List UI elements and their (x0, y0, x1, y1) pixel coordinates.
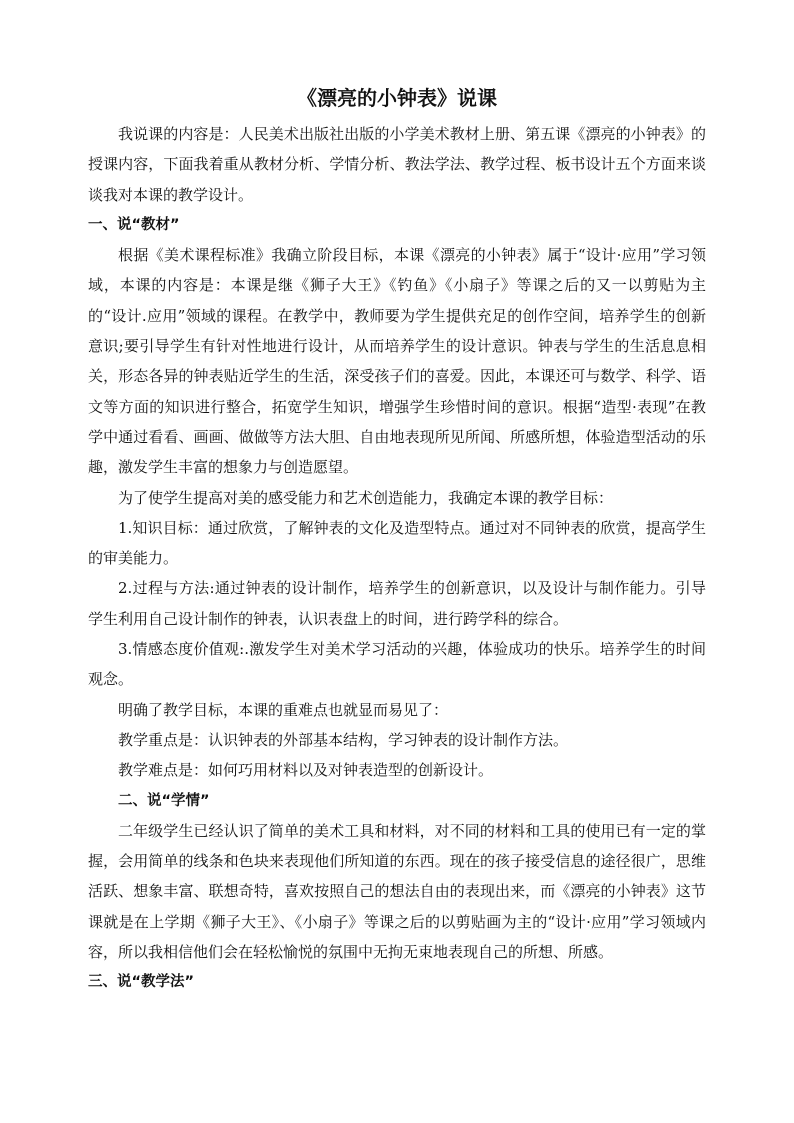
document-body (88, 119, 706, 998)
section-heading-textbook: 一、说“教材” (88, 216, 180, 233)
paragraph-key-point: 教学重点是：认识钟表的外部基本结构，学习钟表的设计制作方法。 (118, 730, 569, 749)
paragraph-difficulty: 教学难点是：如何巧用材料以及对钟表造型的创新设计。 (118, 761, 494, 780)
paragraph-goal-process: 2.过程与方法:通过钟表的设计制作，培养学生的创新意识，以及设计与制作能力。引导学生利用自己设计制作的钟表，认识表盘上的时间，进行跨学科的综合。 (88, 579, 706, 628)
paragraph-goals-intro: 为了使学生提高对美的感受能力和艺术创造能力，我确定本课的教学目标： (118, 488, 614, 507)
paragraph-goal-emotion: 3.情感态度价值观:.激发学生对美术学习活动的兴趣，体验成功的快乐。培养学生的时间观念。 (88, 640, 706, 689)
section-heading-students: 二、说“学情” (118, 792, 210, 809)
paragraph-key-points-intro: 明确了教学目标，本课的重难点也就显而易见了： (118, 700, 449, 719)
paragraph-textbook-analysis: 根据《美术课程标准》我确立阶段目标，本课《漂亮的小钟表》属于“设计·应用”学习领域，本课的内容是：本课是继《狮子大王》《钓鱼》《小扇子》等课之后的又一以剪贴为主的“设计.应用”领域的课程。在教学中，教师要为学生提供充足的创作空间，培养学生的创新意识;要引导学生有针对性地进行设计，从而培养学生的设计意识。钟表与学生的生活息息相关，形态各异的钟表贴近学生的生活，深受孩子们的喜爱。因此，本课还可与数学、科学、语文等方面的知识进行整合，拓宽学生知识，增强学生珍惜时间的意识。根据“造型·表现”在教学中通过看看、画画、做做等方法大胆、自由地表现所见所闻、所感所想，体验造型活动的乐趣，激发学生丰富的想象力与创造愿望。 (88, 246, 706, 477)
document-title: 《漂亮的小钟表》说课 (297, 86, 497, 110)
section-heading-methods: 三、说“教学法” (88, 974, 195, 991)
paragraph-intro: 我说课的内容是：人民美术出版社出版的小学美术教材上册、第五课《漂亮的小钟表》的授课内容，下面我着重从教材分析、学情分析、教法学法、教学过程、板书设计五个方面来谈谈我对本课的教学设计。 (88, 125, 706, 204)
paragraph-student-analysis: 二年级学生已经认识了简单的美术工具和材料，对不同的材料和工具的使用已有一定的掌握，会用简单的线条和色块来表现他们所知道的东西。现在的孩子接受信息的途径很广，思维活跃、想象丰富、联想奇特，喜欢按照自己的想法自由的表现出来，而《漂亮的小钟表》这节课就是在上学期《狮子大王》、《小扇子》等课之后的以剪贴画为主的“设计·应用”学习领域内容，所以我相信他们会在轻松愉悦的氛围中无拘无束地表现自己的所想、所感。 (88, 821, 706, 962)
paragraph-goal-knowledge: 1.知识目标：通过欣赏，了解钟表的文化及造型特点。通过对不同钟表的欣赏，提高学生的审美能力。 (88, 518, 706, 568)
